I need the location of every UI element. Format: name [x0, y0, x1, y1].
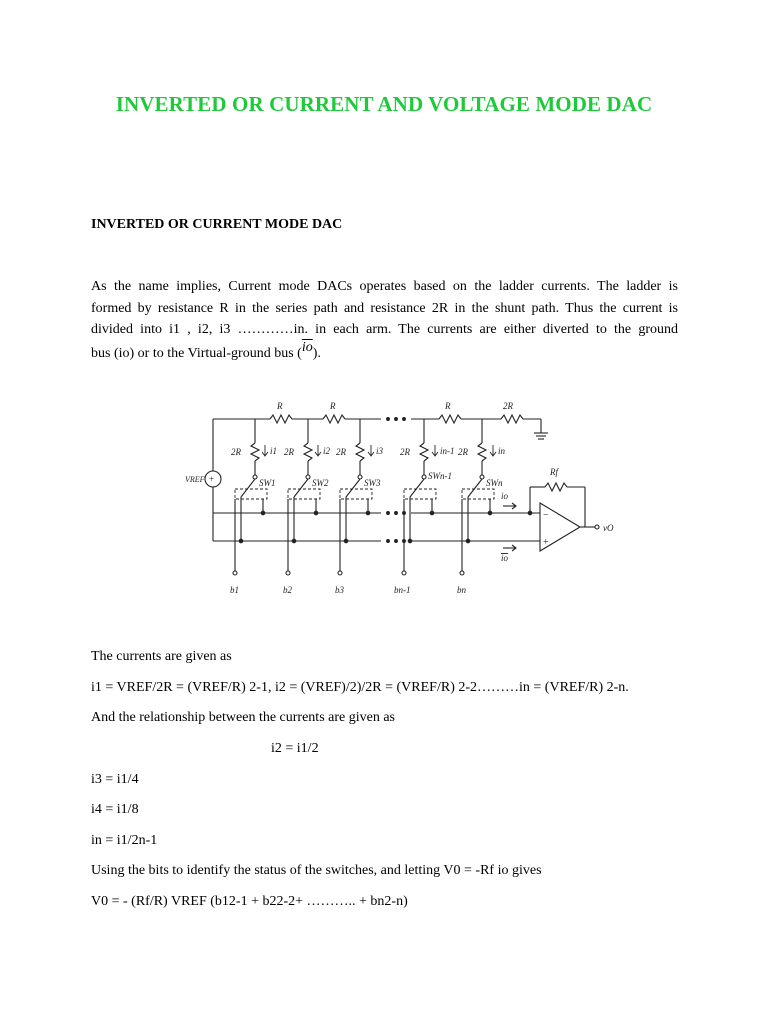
resistor-r2 [323, 415, 345, 423]
io-bar-symbol: $\overline{io}$ [301, 339, 313, 355]
paragraph-line: bus (io) or to the Virtual-ground bus $(\overline{io})$. [91, 339, 321, 361]
label-current: i2 [323, 446, 331, 456]
resistor-r1 [270, 415, 292, 423]
resistor-r3 [439, 415, 461, 423]
label-rf: Rf [550, 467, 558, 477]
label-2r: 2R [284, 447, 294, 457]
equation-line: in = i1/2n-1 [91, 833, 158, 848]
label-current: i1 [270, 446, 278, 456]
label-vref: VREF [185, 475, 205, 484]
label-bit: b2 [283, 585, 292, 595]
svg-text:−: − [543, 510, 549, 521]
label-r: R [330, 401, 336, 411]
label-switch: SWn [486, 478, 503, 488]
label-bit: b3 [335, 585, 344, 595]
label-bit: bn-1 [394, 585, 411, 595]
label-current: i3 [376, 446, 384, 456]
equation-line: i2 = i1/2 [271, 741, 319, 756]
label-io: io [501, 491, 509, 501]
equation-line: i1 = VREF/2R = (VREF/R) 2-1, i2 = (VREF)/2)/2R = (VREF/R) 2-2………in = (VREF/R) 2-n. [91, 680, 629, 695]
label-current: in-1 [440, 446, 455, 456]
svg-text:+: + [543, 537, 549, 548]
equation-line: i3 = i1/4 [91, 772, 139, 787]
equation-line: i4 = i1/8 [91, 802, 139, 817]
r-2r-ladder-dac-circuit [185, 393, 635, 605]
text-line: Using the bits to identify the status of the switches, and letting V0 = -Rf io gives [91, 863, 542, 878]
paragraph-line: formed by resistance R in the series path and resistance 2R in the shunt path. Thus the current is [91, 300, 678, 316]
section-heading: INVERTED OR CURRENT MODE DAC [91, 217, 343, 232]
label-io-bar: io [501, 553, 509, 563]
paragraph-line: divided into i1 , i2, i3 …………in. in each arm. The currents are either diverted to the ground [91, 322, 678, 337]
label-2r: 2R [231, 447, 241, 457]
label-r: R [445, 401, 451, 411]
label-r: R [277, 401, 283, 411]
label-2r: 2R [458, 447, 468, 457]
text-line: The currents are given as [91, 649, 232, 664]
svg-text:+: + [209, 474, 215, 484]
label-vo: vO [603, 523, 614, 533]
label-switch: SW2 [312, 478, 329, 488]
text-line: And the relationship between the currents are given as [91, 710, 396, 725]
page-title: INVERTED OR CURRENT AND VOLTAGE MODE DAC [115, 92, 653, 116]
intro-paragraph [91, 276, 678, 364]
paragraph-line: As the name implies, Current mode DACs operates based on the ladder currents. The ladder is [91, 279, 678, 294]
label-bit: b1 [230, 585, 239, 595]
label-switch: SW3 [364, 478, 381, 488]
label-2r: 2R [400, 447, 410, 457]
equation-line: V0 = - (Rf/R) VREF (b12-1 + b22-2+ ……….. + bn2-n) [91, 894, 408, 909]
label-switch: SWn-1 [428, 471, 452, 481]
label-bit: bn [457, 585, 466, 595]
label-switch: SW1 [259, 478, 276, 488]
label-2r: 2R [336, 447, 346, 457]
label-current: in [498, 446, 506, 456]
resistor-2r-end [501, 415, 523, 423]
label-2r: 2R [503, 401, 513, 411]
